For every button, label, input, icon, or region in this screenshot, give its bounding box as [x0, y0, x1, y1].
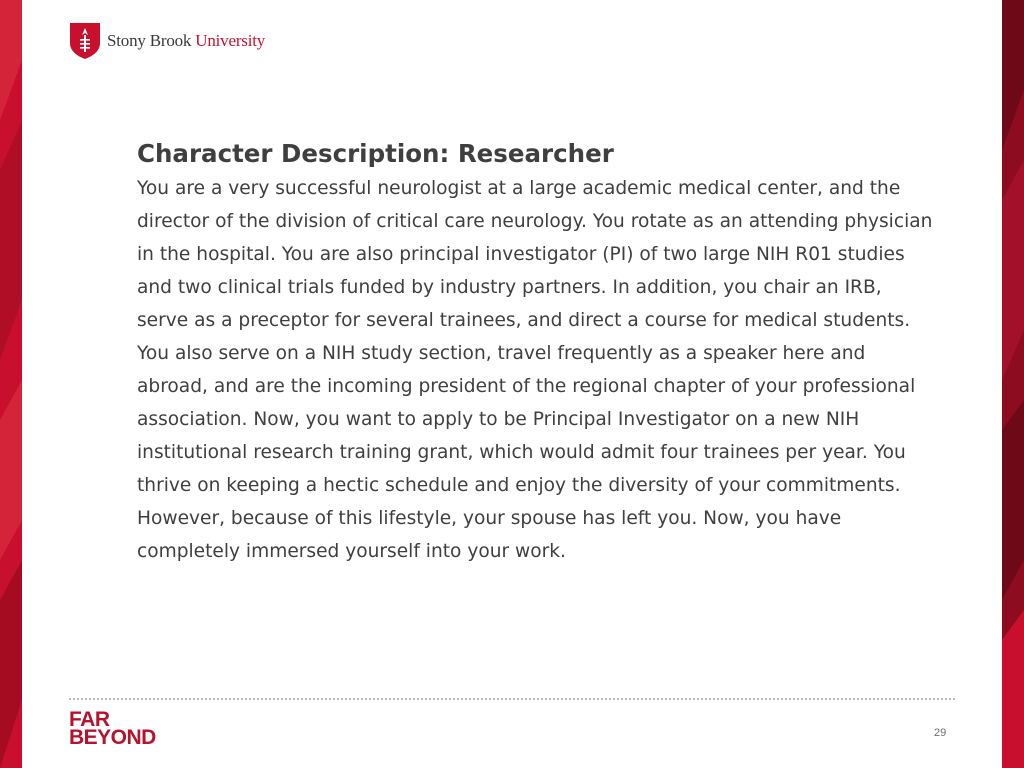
- slide-content: [137, 136, 937, 568]
- left-decorative-edge: [0, 0, 22, 768]
- logo-university-word: University: [191, 31, 266, 50]
- footer-divider: [69, 698, 955, 700]
- slide-body-text: You are a very successful neurologist at a large academic medical center, and the director of the division of critical care neurology. You rotate as an attending physician in the hospital. You are also principal investigator (PI) of two large NIH R01 studies and two clinical trials funded by industry partners. In addition, you chair an IRB, serve as a preceptor for several trainees, and direct a course for medical students. You also serve on a NIH study section, travel frequently as a speaker here and abroad, and are the incoming president of the regional chapter of your professional association. Now, you want to apply to be Principal Investigator on a new NIH institutional research training grant, which would admit four trainees per year. You thrive on keeping a hectic schedule and enjoy the diversity of your commitments. However, because of this lifestyle, your spouse has left you. Now, you have completely immersed yourself into your work.: [137, 178, 933, 562]
- right-decorative-edge: [1002, 0, 1024, 768]
- logo-wordmark: [107, 31, 265, 51]
- page-number: 29: [934, 727, 947, 739]
- shield-torch-icon: [69, 22, 101, 60]
- far-beyond-line-2: BEYOND: [69, 726, 156, 749]
- slide-title: Character Description: Researcher: [137, 139, 614, 168]
- far-beyond-logo: [69, 708, 156, 749]
- stony-brook-logo: [69, 21, 265, 61]
- logo-name: Stony Brook: [107, 31, 192, 50]
- far-beyond-line-1: FAR: [69, 708, 110, 731]
